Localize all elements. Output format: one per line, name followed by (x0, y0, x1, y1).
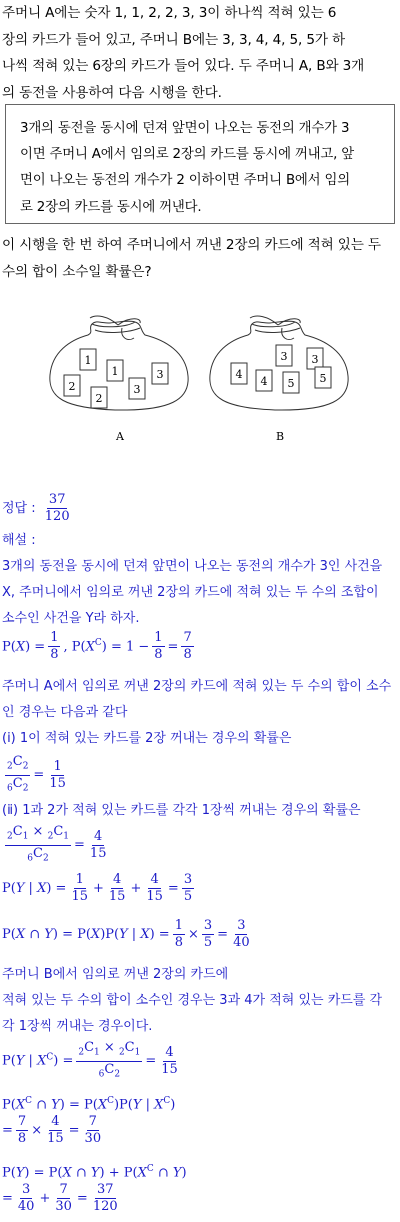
card-label: 4 (260, 375, 268, 388)
condition-line: 이면 주머니 A에서 임의로 2장의 카드를 동시에 꺼내고, 앞 (20, 147, 354, 163)
solution-label: 해설 : (2, 533, 36, 548)
case-2: (ⅱ) 1과 2가 적혀 있는 카드를 각각 1장씩 꺼내는 경우의 확률은 (2, 803, 361, 818)
equation-py: P(Y) = P(X ∩ $Y) + P(X^C$ ∩ Y) (2, 1164, 187, 1181)
problem-line: 나씩 적혀 있는 6장의 카드가 들어 있다. 두 주머니 A, B와 3개 (2, 58, 365, 75)
pouch-a-cards (64, 349, 168, 408)
condition-line: 로 2장의 카드를 동시에 꺼낸다. (20, 199, 202, 215)
card-label: 3 (133, 383, 141, 396)
card-label: 5 (319, 372, 327, 385)
question-line: 수의 합이 소수일 확률은? (2, 263, 152, 280)
equation-case2: $\frac{_2C_1 \times _2C_1}{_6C_2}$ = $\frac{4}{15}$ (7, 824, 107, 864)
solution-line: 주머니 B에서 임의로 꺼낸 2장의 카드에 (2, 967, 229, 982)
card-label: 3 (280, 350, 288, 363)
equation-px-and-y: P(X ∩ Y) = P(X)P(Y | X) = $\frac{1}{8}$ × $\frac{3}{5}$ = $\frac{3}{40}$ (2, 918, 250, 950)
card-label: 3 (311, 353, 319, 366)
condition-box (5, 104, 395, 224)
equation-px: P(X) = $\frac{1}{8}$ , $P(X^C) = 1$ − $\frac{1}{8}$ = $\frac{7}{8}$ (2, 630, 192, 663)
solution-line: 인 경우는 다음과 같다 (2, 705, 128, 720)
answer-fraction: $\frac{37}{120}$ (44, 492, 70, 524)
problem-line: 의 동전을 사용하여 다음 시행을 한다. (2, 84, 222, 101)
card-label: 1 (84, 354, 92, 367)
solution-line: 적혀 있는 두 수의 합이 소수인 경우는 3과 4가 적혀 있는 카드를 각 (2, 993, 383, 1008)
pouch-figure (0, 290, 400, 460)
condition-line: 3개의 동전을 동시에 던져 앞면이 나오는 동전의 개수가 3 (20, 121, 350, 136)
problem-line: 주머니 A에는 숫자 1, 1, 2, 2, 3, 3이 하나씩 적혀 있는 6 (2, 5, 337, 21)
condition-line: 면이 나오는 동전의 개수가 2 이하이면 주머니 B에서 임의 (20, 173, 350, 189)
card-label: 4 (235, 368, 243, 381)
solution-line: 각 1장씩 꺼내는 경우이다. (2, 1019, 153, 1034)
card-label: 1 (111, 365, 119, 378)
answer-row (2, 492, 75, 525)
solution-line: 3개의 동전을 동시에 던져 앞면이 나오는 동전의 개수가 3인 사건을 (2, 559, 383, 574)
question-text (2, 232, 398, 285)
equation-case1: $\frac{_2C_2}{_6C_2}$ = $\frac{1}{15}$ (7, 754, 66, 794)
card-label: 2 (95, 392, 103, 405)
card-label: 2 (68, 380, 76, 393)
question-line: 이 시행을 한 번 하여 주머니에서 꺼낸 2장의 카드에 적혀 있는 두 (2, 237, 381, 253)
answer-label: 정답 : (2, 501, 36, 516)
problem-line: 장의 카드가 들어 있고, 주머니 B에는 3, 3, 4, 4, 5, 5가 하 (2, 31, 345, 48)
case-1: (ⅰ) 1이 적혀 있는 카드를 2장 꺼내는 경우의 확률은 (2, 731, 292, 746)
equation-py-given-x: P(Y | X) = $\frac{1}{15}$ + $\frac{4}{15}$ + $\frac{4}{15}$ = $\frac{3}{5}$ (2, 872, 193, 904)
pouch-b-label: B (275, 430, 285, 443)
pouch-a-label: A (116, 430, 124, 443)
solution-line: 소수인 사건을 Y라 하자. (2, 611, 140, 626)
solution-line: 주머니 A에서 임의로 꺼낸 2장의 카드에 적혀 있는 두 수의 합이 소수 (2, 679, 392, 694)
equation-pxc-and-y-value: = $\frac{7}{8}$ × $\frac{4}{15}$ = $\frac{7}{30}$ (2, 1114, 102, 1146)
solution-line: X, 주머니에서 임의로 꺼낸 2장의 카드에 적혀 있는 두 수의 조합이 (2, 585, 379, 600)
card-label: 5 (287, 377, 295, 390)
equation-py-value: = $\frac{3}{40}$ + $\frac{7}{30}$ = $\frac{37}{120}$ (2, 1182, 118, 1214)
card-label: 3 (156, 368, 164, 381)
equation-pxc-and-y: $P(X^C$ ∩ $Y) = P(X^C)P(Y$ | $X^C$) (2, 1096, 176, 1113)
problem-text (2, 0, 398, 106)
equation-py-given-xc: P(Y | $X^C$) = $\frac{_2C_1 \times _2C_1}{_6C_2}$ = $\frac{4}{15}$ (2, 1040, 178, 1080)
